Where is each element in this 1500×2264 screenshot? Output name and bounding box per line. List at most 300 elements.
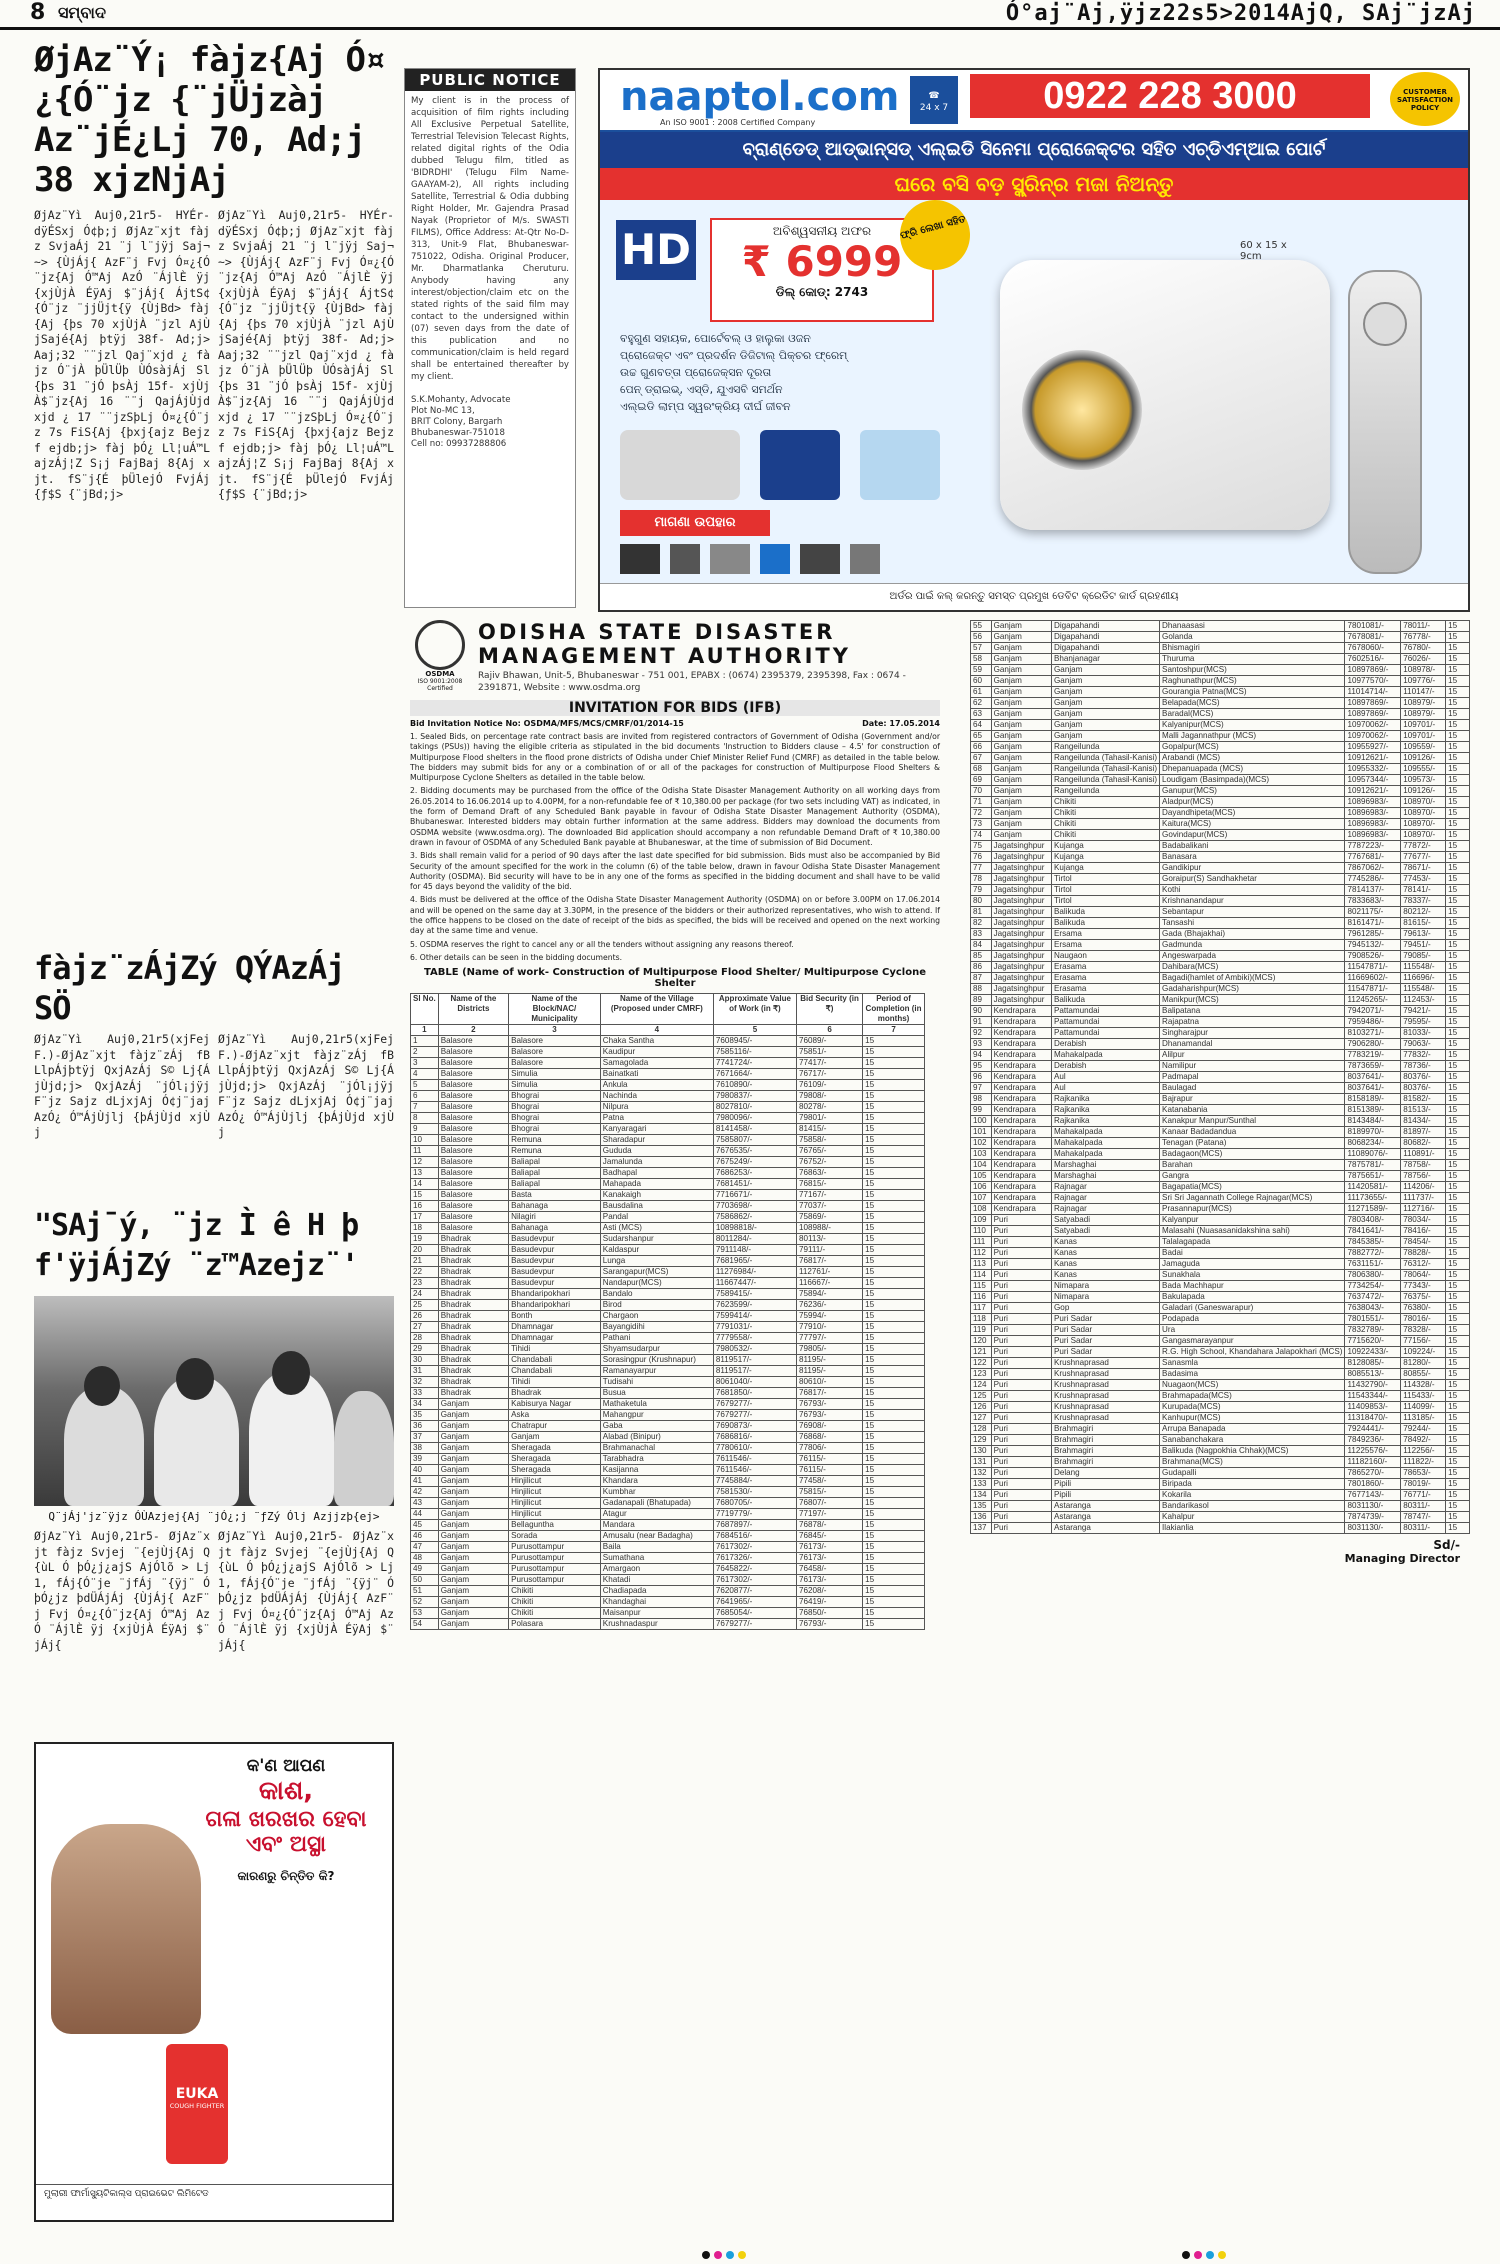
table-cell: Digapahandi [1052,621,1160,632]
table-cell: Ganjam [438,1465,508,1476]
table-cell: Loudigam (Basimpada)(MCS) [1160,775,1345,786]
table-cell: Baila [600,1542,713,1553]
table-cell: Basudevpur [509,1278,601,1289]
table-cell: Bhadrak [438,1333,508,1344]
table-cell: Jagatsinghpur [991,874,1051,885]
table-cell: 7678060/- [1345,643,1401,654]
table-cell: Chikiti [1052,797,1160,808]
table-cell: 3 [411,1058,439,1069]
article-3 [34,1529,394,1734]
table-cell: Bainatkati [600,1069,713,1080]
table-cell: 15 [1446,1303,1470,1314]
table-cell: Ganjam [438,1531,508,1542]
table-cell: Ganjam [438,1498,508,1509]
table-cell: Samagolada [600,1058,713,1069]
table-cell: 35 [411,1410,439,1421]
news-photo [34,1296,394,1506]
table-cell: Purusottampur [509,1553,601,1564]
table-cell: 78828/- [1401,1248,1446,1259]
tender-org: ODISHA STATE DISASTER MANAGEMENT AUTHORITY [478,620,851,668]
table-row [971,1314,1470,1325]
table-cell: 8068234/- [1345,1138,1401,1149]
table-cell: Bhadrak [438,1366,508,1377]
table-row [971,819,1470,830]
table-cell: 15 [1446,1149,1470,1160]
table-cell: 15 [863,1487,925,1498]
table-cell: 15 [863,1311,925,1322]
table-cell: 81434/- [1401,1116,1446,1127]
table-cell: 8021175/- [1345,907,1401,918]
table-cell: 7873659/- [1345,1061,1401,1072]
table-row [411,1421,925,1432]
table-cell: 76115/- [797,1465,863,1476]
table-cell: Jagatsinghpur [991,852,1051,863]
table-cell: Brahmagiri [1052,1446,1160,1457]
notice-addr-2: BRIT Colony, Bargarh [411,417,503,427]
table-cell: 15 [1446,643,1470,654]
table-cell: Puri [991,1336,1051,1347]
table-cell: 75 [971,841,992,852]
table-cell: 7623599/- [713,1300,796,1311]
table-cell: 11 [411,1146,439,1157]
table-cell: Kasijanna [600,1465,713,1476]
page-header [0,0,1500,30]
table-cell: Puri [991,1303,1051,1314]
table-row [971,797,1470,808]
table-cell: Bajrapur [1160,1094,1345,1105]
table-cell: 76026/- [1401,654,1446,665]
table-cell: Ramanayarpur [600,1366,713,1377]
naaptol-hours: 24 x 7 [919,103,949,113]
table-cell: 15 [1446,1028,1470,1039]
table-cell: 15 [863,1245,925,1256]
table-cell: 109559/- [1401,742,1446,753]
table-cell: 7 [411,1102,439,1113]
table-cell: 42 [411,1487,439,1498]
table-row [971,1259,1470,1270]
table-cell: Sharadapur [600,1135,713,1146]
table-cell: 79421/- [1401,1006,1446,1017]
col-header: Name of the Districts [438,994,508,1025]
table-row [411,1168,925,1179]
table-row [411,1487,925,1498]
table-cell: 11547871/- [1345,962,1401,973]
table-cell: 93 [971,1039,992,1050]
table-cell: Balasore [509,1047,601,1058]
table-cell: 31 [411,1366,439,1377]
table-cell: Puri [991,1501,1051,1512]
table-cell: 76780/- [1401,643,1446,654]
table-row [971,742,1470,753]
table-cell: 134 [971,1490,992,1501]
table-cell: 15 [1446,1468,1470,1479]
table-cell: Rangeilunda [1052,742,1160,753]
table-cell: Ganjam [438,1476,508,1487]
table-cell: 124 [971,1380,992,1391]
table-cell: 15 [1446,698,1470,709]
table-row [971,918,1470,929]
feature-item: ବହୁଗୁଣ ସହାୟକ, ପୋର୍ଟେବଲ୍ ଓ ହାଲୁକା ଓଜନ [620,332,811,345]
table-cell: Sarangapur(MCS) [600,1267,713,1278]
table-cell: 77037/- [797,1201,863,1212]
table-cell: Rangeilunda (Tahasil-Kanisi) [1052,764,1160,775]
table-cell: 15 [1446,1138,1470,1149]
table-cell: 15 [1446,742,1470,753]
table-cell: Puri [991,1369,1051,1380]
table-cell: 8143484/- [1345,1116,1401,1127]
naaptol-tagline: An ISO 9001 : 2008 Certified Company [660,118,816,127]
table-cell: 53 [411,1608,439,1619]
table-cell: 15 [1446,1237,1470,1248]
table-cell: Pipili [1052,1490,1160,1501]
table-cell: 15 [1446,896,1470,907]
table-cell: 47 [411,1542,439,1553]
table-cell: 103 [971,1149,992,1160]
table-cell: 78671/- [1401,863,1446,874]
table-cell: 7924441/- [1345,1424,1401,1435]
phone-icon: ☎ 24 x 7 [910,76,958,124]
table-row [411,1311,925,1322]
table-cell: Ganjam [991,621,1051,632]
table-cell: Alilpur [1160,1050,1345,1061]
table-cell: Rangeilunda [1052,786,1160,797]
table-row [971,1248,1470,1259]
table-cell: 86 [971,962,992,973]
table-cell: 101 [971,1127,992,1138]
table-cell: 76752/- [797,1157,863,1168]
article-2 [34,1032,394,1202]
table-cell: Puri [991,1248,1051,1259]
table-cell: Polasara [509,1619,601,1630]
table-cell: Dhamnagar [509,1322,601,1333]
table-cell: 78736/- [1401,1061,1446,1072]
table-cell: 11409853/- [1345,1402,1401,1413]
table-cell: 15 [1446,764,1470,775]
table-cell: 15 [1446,621,1470,632]
table-cell: Angeswarpada [1160,951,1345,962]
table-cell: Baliapal [509,1157,601,1168]
table-cell: 137 [971,1523,992,1534]
table-row [971,643,1470,654]
table-cell: 7906280/- [1345,1039,1401,1050]
table-cell: 100 [971,1116,992,1127]
table-cell: Bhadrak [438,1322,508,1333]
table-cell: 7875781/- [1345,1160,1401,1171]
table-cell: Kanhupur(MCS) [1160,1413,1345,1424]
table-cell: Malli Jagannathpur (MCS) [1160,731,1345,742]
table-cell: Ganjam [1052,687,1160,698]
table-cell: 15 [863,1300,925,1311]
article-1-text-a: ØjAz¨Yì Auj0,21r5- HYÉr- dÿÉSxj Ó¢þ;j ØjAz¨xjt fàjz SvjaÁj 21 ¨j l¨jÿj Saj¬~> {ÙjÁj{ AzF¨j Fvj Ó¤¿{Ó¨jz{Aj Ó™Aj AzÓ ¨ÁjlÈ ÿj {xjÙjÀ ÉÿAj $¨jÁj{ ÁjtS¢{Ó¨jz ¨jjÜjt{ÿ {ÙjBd> fàj{Aj {þs 70 xjÙjÀ ¨jzl AjÙjSajé{Aj þtÿj 38f- Ad;j> Aaj;32 ¨¨jzl Qaj¨xjd ¿ fàjz Ó¨jÀ þÜlÜþ ÙÓsàjÁj Sl {þs 31 ¨jÓ þsÀj 15f- xjÙjÀ$¨jz{Aj 16 ¨¨j QajÁjÙjd xjd ¿ 17 ¨¨jzSþLj Ó¤¿{Ó¨jz 7s FiS{Aj {þxj{ajz Bejzf ejdb;j> fàj þÓ¿ Ll¦uÁ™LajzÁj¦Z S¡j FajBaj 8{Aj xjt. fS¨j{É þÜlejÓ FvjÁj {ƒ$S {¨jBd;j> [34,208,210,501]
table-cell: Bhograi [509,1113,601,1124]
table-cell: Puri [991,1446,1051,1457]
table-cell: Puri [991,1347,1051,1358]
table-cell: 21 [411,1256,439,1267]
table-cell: Ganjam [991,742,1051,753]
table-cell: Jagatsinghpur [991,940,1051,951]
table-cell: Ganjam [438,1564,508,1575]
table-title: TABLE (Name of work- Construction of Multipurpose Flood Shelter/ Multipurpose Cyclone Shelter [423,967,926,990]
table-cell: 15 [1446,1259,1470,1270]
table-cell: Ganjam [991,654,1051,665]
table-cell: 7874739/- [1345,1512,1401,1523]
table-cell: Kaldaspur [600,1245,713,1256]
table-cell: 76807/- [797,1498,863,1509]
table-cell: 15 [863,1388,925,1399]
table-cell: 114328/- [1401,1380,1446,1391]
table-cell: 77343/- [1401,1281,1446,1292]
table-cell: Kanakaigh [600,1190,713,1201]
table-cell: 7961285/- [1345,929,1401,940]
hd-badge: HD [616,220,696,280]
table-cell: 10896983/- [1345,797,1401,808]
table-cell: 15 [1446,841,1470,852]
table-row [971,1116,1470,1127]
table-cell: 7945132/- [1345,940,1401,951]
table-cell: 81 [971,907,992,918]
table-cell: 77872/- [1401,841,1446,852]
table-cell: Sebantapur [1160,907,1345,918]
table-cell: 10977570/- [1345,676,1401,687]
table-cell: Maisanpur [600,1608,713,1619]
naaptol-ad [598,68,1470,612]
table-cell: 75815/- [797,1487,863,1498]
table-cell: 15 [1446,995,1470,1006]
table-cell: Puri [991,1435,1051,1446]
table-cell: Ganjam [438,1399,508,1410]
table-row [971,1336,1470,1347]
col-header: Bid Security (in ₹) [797,994,863,1025]
naaptol-brand: naaptol.com [620,74,900,120]
table-cell: Bhadrak [438,1300,508,1311]
table-cell: 81615/- [1401,918,1446,929]
table-cell: 110 [971,1226,992,1237]
table-cell: 121 [971,1347,992,1358]
table-cell: 15 [863,1102,925,1113]
table-cell: Mahakalpada [1052,1127,1160,1138]
table-cell: Ganjam [991,698,1051,709]
table-cell: 15 [863,1443,925,1454]
table-row [971,1039,1470,1050]
table-cell: Nachinda [600,1091,713,1102]
table-cell: Hinjilicut [509,1498,601,1509]
table-cell: 7780610/- [713,1443,796,1454]
table-cell: Gududa [600,1146,713,1157]
table-cell: 76908/- [797,1421,863,1432]
table-cell: 75994/- [797,1311,863,1322]
table-cell: 108979/- [1401,698,1446,709]
table-cell: 78758/- [1401,1160,1446,1171]
table-cell: Gopalpur(MCS) [1160,742,1345,753]
table-cell: Kaitura(MCS) [1160,819,1345,830]
table-cell: 15 [1446,1446,1470,1457]
table-cell: 15 [1446,1435,1470,1446]
table-cell: 37 [411,1432,439,1443]
table-cell: Brahmagiri [1052,1435,1160,1446]
table-cell: 7617302/- [713,1575,796,1586]
table-cell: 15 [1446,1248,1470,1259]
table-row [971,775,1470,786]
table-row [971,1226,1470,1237]
table-cell: 7867062/- [1345,863,1401,874]
table-cell: Ganjam [991,753,1051,764]
table-cell: Raghunathpur(MCS) [1160,676,1345,687]
left-column [34,40,394,2222]
table-cell: 12 [411,1157,439,1168]
table-cell: 15 [1446,1017,1470,1028]
table-cell: 7611546/- [713,1454,796,1465]
table-cell: Balasore [438,1212,508,1223]
table-cell: 10912621/- [1345,786,1401,797]
table-cell: 7686253/- [713,1168,796,1179]
table-cell: 110147/- [1401,687,1446,698]
table-cell: Baulagad [1160,1083,1345,1094]
table-row [971,1292,1470,1303]
table-cell: 80 [971,896,992,907]
table-cell: Sorada [509,1531,601,1542]
table-cell: 7980532/- [713,1344,796,1355]
table-cell: 49 [411,1564,439,1575]
notice-addr-1: Plot No-MC 13, [411,406,475,416]
table-row [411,1553,925,1564]
table-cell: 108970/- [1401,830,1446,841]
table-cell: 76815/- [797,1179,863,1190]
table-cell: 7617302/- [713,1542,796,1553]
table-cell: Chikiti [509,1597,601,1608]
table-cell: 81195/- [797,1355,863,1366]
table-row [411,1520,925,1531]
table-cell: Balasore [438,1135,508,1146]
table-cell: 59 [971,665,992,676]
table-cell: 9 [411,1124,439,1135]
table-row [971,1028,1470,1039]
table-cell: 98 [971,1094,992,1105]
table-cell: 46 [411,1531,439,1542]
table-cell: Kothi [1160,885,1345,896]
table-cell: 15 [1446,1204,1470,1215]
table-cell: 78747/- [1401,1512,1446,1523]
table-cell: 15 [863,1410,925,1421]
table-cell: 8161471/- [1345,918,1401,929]
table-cell: 82 [971,918,992,929]
table-cell: 15 [1446,1127,1470,1138]
table-cell: 76173/- [797,1553,863,1564]
table-cell: 15 [863,1498,925,1509]
table-cell: 115548/- [1401,984,1446,995]
table-cell: 15 [1446,852,1470,863]
table-cell: Bakulapada [1160,1292,1345,1303]
table-row [411,1113,925,1124]
table-cell: 79808/- [797,1091,863,1102]
table-cell: Jagatsinghpur [991,973,1051,984]
table-cell: 7679277/- [713,1619,796,1630]
table-cell: 15 [1446,1061,1470,1072]
table-cell: 15 [1446,929,1470,940]
deal-code: ଡିଲ୍ କୋଡ୍: 2743 [775,285,869,299]
table-cell: Alabad (Binipur) [600,1432,713,1443]
table-cell: 15 [1446,1116,1470,1127]
table-cell: Mandara [600,1520,713,1531]
table-cell: 15 [863,1124,925,1135]
naaptol-badge: CUSTOMER SATISFACTION POLICY [1390,72,1460,126]
table-cell: Balikuda [1052,995,1160,1006]
table-cell: Kendrapara [991,1072,1051,1083]
table-cell: 118 [971,1314,992,1325]
table-cell: 7741724/- [713,1058,796,1069]
table-row [971,1281,1470,1292]
table-cell: 27 [411,1322,439,1333]
table-cell: 87 [971,973,992,984]
table-cell: 78011/- [1401,621,1446,632]
reg-dot [1206,2251,1214,2259]
table-cell: 15 [1446,1094,1470,1105]
table-cell: Kendrapara [991,1105,1051,1116]
table-cell: 15 [863,1113,925,1124]
table-cell: Puri Sadar [1052,1325,1160,1336]
table-cell: Aul [1052,1072,1160,1083]
table-cell: 15 [1446,731,1470,742]
table-cell: Brahmanachal [600,1443,713,1454]
naaptol-phone: 0922 228 3000 [970,74,1370,118]
table-row [411,1377,925,1388]
table-cell: Ganupur(MCS) [1160,786,1345,797]
table-row [971,1215,1470,1226]
table-cell: Pattamundai [1052,1028,1160,1039]
table-cell: 76868/- [797,1432,863,1443]
table-cell: Ganjam [438,1410,508,1421]
date-line: Ó°aj¨Aj,ÿjz22s5>2014AjQ, SAj¨jzAj [1005,1,1476,26]
table-cell: 15 [1446,1490,1470,1501]
table-cell: Tirtol [1052,874,1160,885]
table-cell: 41 [411,1476,439,1487]
table-cell: 77453/- [1401,874,1446,885]
table-cell: 80278/- [797,1102,863,1113]
table-row [971,973,1470,984]
table-cell: Khandara [600,1476,713,1487]
table-cell: Jagatsinghpur [991,984,1051,995]
table-row [411,1454,925,1465]
table-cell: Ganjam [991,676,1051,687]
table-cell: 7617326/- [713,1553,796,1564]
table-cell: Bhadrak [438,1344,508,1355]
table-cell: Balikuda [1052,918,1160,929]
table-row [411,1542,925,1553]
table-cell: 81195/- [797,1366,863,1377]
table-cell: 80311/- [1401,1523,1446,1534]
table-cell: 96 [971,1072,992,1083]
table-cell: 76765/- [797,1146,863,1157]
table-cell: 7676535/- [713,1146,796,1157]
signature-title: Managing Director [1344,1552,1460,1565]
table-cell: Balasore [438,1223,508,1234]
table-cell: 7681451/- [713,1179,796,1190]
table-cell: 11543344/- [1345,1391,1401,1402]
table-cell: 95 [971,1061,992,1072]
col-header: Name of the Village (Proposed under CMRF) [600,994,713,1025]
table-cell: 7882772/- [1345,1248,1401,1259]
table-row [971,907,1470,918]
table-cell: 125 [971,1391,992,1402]
table-cell: 117 [971,1303,992,1314]
table-cell: Kaudipur [600,1047,713,1058]
table-cell: 115433/- [1401,1391,1446,1402]
table-cell: Bhadrak [438,1245,508,1256]
table-row [411,1443,925,1454]
table-cell: 77458/- [797,1476,863,1487]
table-cell: 123 [971,1369,992,1380]
table-cell: 5 [411,1080,439,1091]
table-cell: Gangasmarayanpur [1160,1336,1345,1347]
